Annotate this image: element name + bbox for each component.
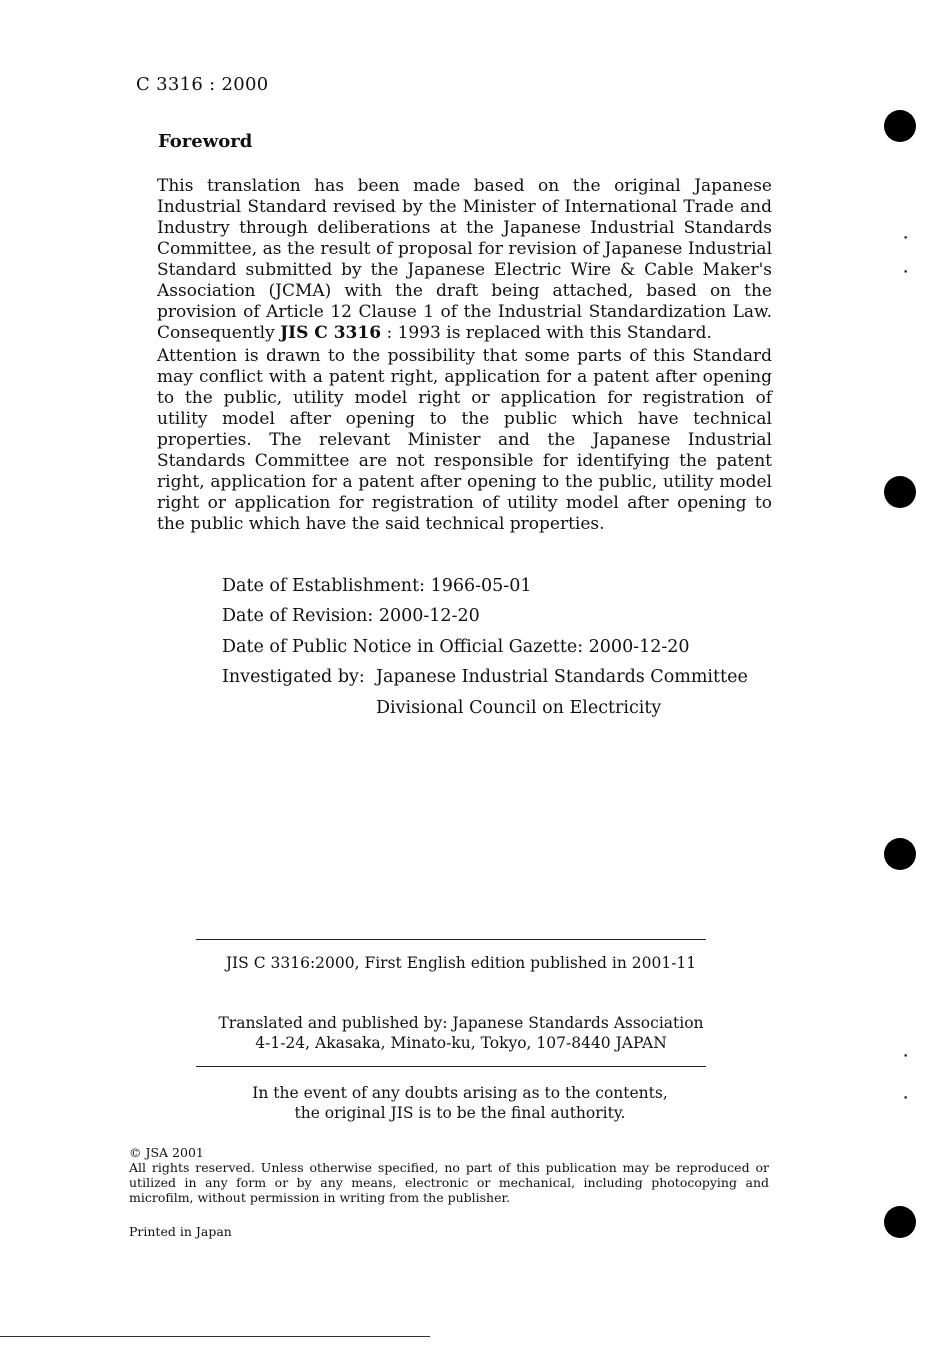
divider-bottom — [196, 1066, 706, 1067]
authority-line-2: the original JIS is to be the final authority. — [294, 1104, 626, 1122]
copyright-block — [129, 1145, 769, 1205]
punch-hole-2 — [884, 476, 916, 508]
scan-edge-line — [0, 1336, 430, 1337]
foreword-paragraph-1-tail: : 1993 is replaced with this Standard. — [381, 323, 712, 343]
date-of-public-notice: Date of Public Notice in Official Gazette: 2000-12-20 — [222, 637, 690, 657]
scan-speck: • — [903, 234, 909, 244]
foreword-paragraph-1-text: This translation has been made based on the original Japanese Industrial Standard revised by the Minister of International Trade and Industry through deliberations at the Japanese Industrial Standards Committee, as the result of proposal for revision of Japanese Industrial Standard submitted by the Japanese Electric Wire & Cable Maker's Association (JCMA) with the draft being attached, based on the provision of Article 12 Clause 1 of the Industrial Standardization Law. Consequently — [157, 176, 772, 343]
publisher-block — [196, 1013, 726, 1053]
printed-in: Printed in Japan — [129, 1224, 232, 1239]
date-of-revision: Date of Revision: 2000-12-20 — [222, 606, 480, 626]
punch-hole-3 — [884, 838, 916, 870]
foreword-paragraph-2: Attention is drawn to the possibility that some parts of this Standard may conflict with a patent right, application for a patent after opening to the public, utility model right or application for registration of utility model after opening to the public which have technical properties. The relevant Minister and the Japanese Industrial Standards Committee are not responsible for identifying the patent right, application for a patent after opening to the public, utility model right or application for registration of utility model after opening to the public which have the said technical properties. — [157, 346, 772, 534]
edition-statement: JIS C 3316:2000, First English edition published in 2001-11 — [225, 954, 697, 972]
scan-speck: • — [903, 1052, 909, 1062]
investigated-by-committee: Japanese Industrial Standards Committee — [376, 667, 748, 687]
divider-top — [196, 939, 706, 940]
copyright-notice: All rights reserved. Unless otherwise specified, no part of this publication may be reproduced or utilized in any form or by any means, electronic or mechanical, including photocopying and microfilm, without permission in writing from the publisher. — [129, 1160, 769, 1205]
punch-hole-4 — [884, 1206, 916, 1238]
authority-notice — [220, 1083, 700, 1123]
scan-speck: • — [903, 1094, 909, 1104]
investigated-by-council: Divisional Council on Electricity — [376, 698, 662, 718]
copyright-holder: © JSA 2001 — [129, 1145, 204, 1160]
foreword-title: Foreword — [158, 131, 253, 152]
punch-hole-1 — [884, 110, 916, 142]
publisher-line-1: Translated and published by: Japanese Standards Association — [218, 1014, 704, 1032]
foreword-standard-reference: JIS C 3316 — [280, 323, 382, 343]
investigated-by — [222, 667, 748, 687]
document-code-header: C 3316 : 2000 — [136, 74, 269, 95]
authority-line-1: In the event of any doubts arising as to the contents, — [252, 1084, 668, 1102]
foreword-paragraph-1 — [157, 176, 772, 344]
investigated-by-label: Investigated by: — [222, 667, 365, 687]
scan-speck: • — [903, 268, 909, 278]
date-of-establishment: Date of Establishment: 1966-05-01 — [222, 576, 532, 596]
publisher-address: 4-1-24, Akasaka, Minato-ku, Tokyo, 107-8440 JAPAN — [255, 1034, 667, 1052]
